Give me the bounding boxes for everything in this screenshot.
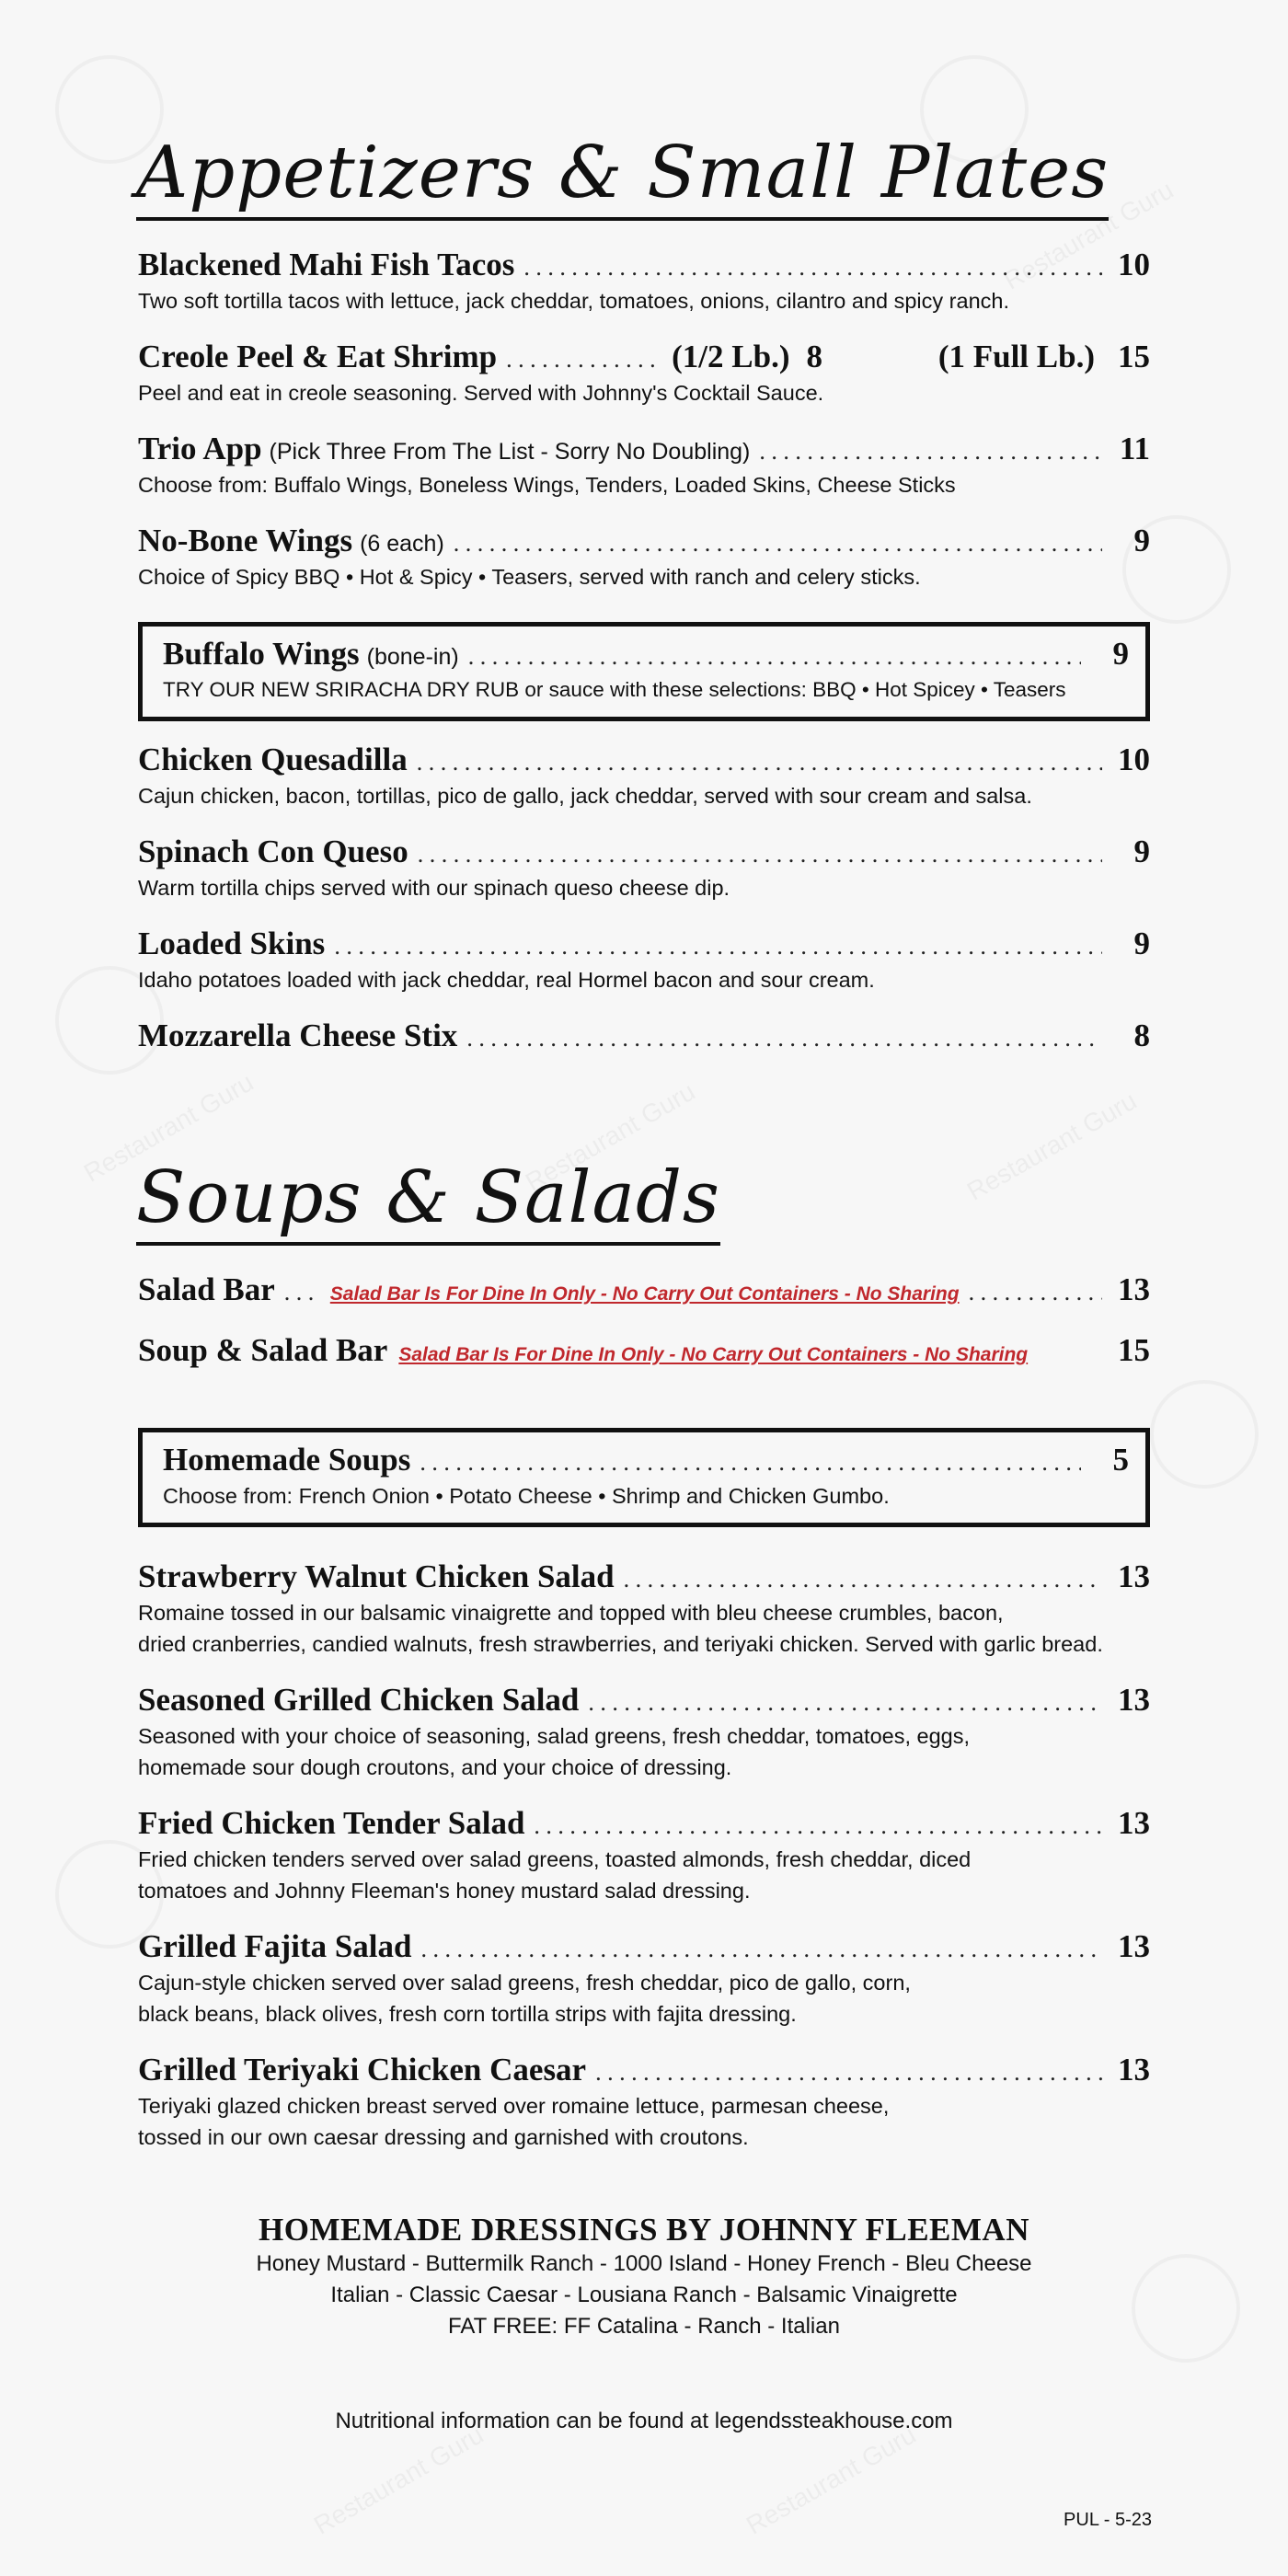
- dressings-section: [0, 2212, 1288, 2342]
- leader-dots: [418, 841, 1102, 868]
- item-price: 13: [1118, 1682, 1150, 1718]
- item-note: (Pick Three From The List - Sorry No Doubling): [269, 439, 751, 465]
- menu-item: [138, 834, 1150, 903]
- leader-dots: [454, 530, 1102, 558]
- item-description: Choose from: French Onion • Potato Cheese • Shrimp and Chicken Gumbo.: [163, 1484, 890, 1508]
- item-note: (bone-in): [366, 644, 459, 670]
- half-pound-price: 8: [806, 339, 822, 374]
- item-description: tomatoes and Johnny Fleeman's honey mustard salad dressing.: [138, 1879, 751, 1903]
- salad-bar-notice: Salad Bar Is For Dine In Only - No Carry Out Containers - No Sharing: [329, 1283, 960, 1305]
- leader-dots: [506, 346, 662, 374]
- menu-item: [138, 523, 1150, 592]
- item-name: Trio App: [138, 431, 262, 466]
- item-name: Salad Bar: [138, 1271, 275, 1307]
- item-price: 9: [1133, 834, 1150, 869]
- leader-dots: [466, 1025, 1102, 1052]
- item-price: 11: [1119, 431, 1150, 466]
- menu-item: [138, 1682, 1150, 1783]
- item-description: Romaine tossed in our balsamic vinaigrette and topped with bleu cheese crumbles, bacon,: [138, 1601, 1004, 1625]
- leader-dots: [969, 1279, 1102, 1306]
- item-price: 13: [1118, 1558, 1150, 1594]
- homemade-soups-box: [138, 1428, 1150, 1527]
- full-pound-label: (1 Full Lb.): [937, 339, 1095, 374]
- item-name: Loaded Skins: [138, 926, 326, 961]
- menu-item: [138, 247, 1150, 316]
- item-description: black beans, black olives, fresh corn tortilla strips with fajita dressing.: [138, 2002, 797, 2026]
- item-name: Chicken Quesadilla: [138, 742, 408, 777]
- item-price: 8: [1133, 1018, 1150, 1053]
- item-name: Grilled Fajita Salad: [138, 1928, 412, 1964]
- item-name: Spinach Con Queso: [138, 834, 408, 869]
- item-price: 15: [1118, 1332, 1150, 1368]
- menu-item: [138, 1558, 1150, 1660]
- watermark-text: [309, 2420, 489, 2540]
- leader-dots: [284, 1279, 321, 1306]
- item-name: Blackened Mahi Fish Tacos: [138, 247, 515, 282]
- item-name: Grilled Teriyaki Chicken Caesar: [138, 2052, 587, 2087]
- item-name: Mozzarella Cheese Stix: [138, 1018, 458, 1053]
- dressings-line: FAT FREE: FF Catalina - Ranch - Italian: [448, 2314, 840, 2339]
- leader-dots: [595, 2059, 1102, 2087]
- leader-dots: [534, 1812, 1102, 1840]
- item-description: Choose from: Buffalo Wings, Boneless Wings, Tenders, Loaded Skins, Cheese Sticks: [138, 473, 956, 497]
- item-description: Cajun chicken, bacon, tortillas, pico de gallo, jack cheddar, served with sour cream and salsa.: [138, 784, 1032, 808]
- item-description: tossed in our own caesar dressing and garnished with croutons.: [138, 2125, 749, 2149]
- item-name: No-Bone Wings: [138, 523, 353, 558]
- item-description: Idaho potatoes loaded with jack cheddar, real Hormel bacon and sour cream.: [138, 968, 875, 992]
- leader-dots: [417, 749, 1102, 776]
- leader-dots: [421, 1936, 1103, 1963]
- menu-item: [138, 339, 1150, 408]
- item-description: Warm tortilla chips served with our spinach queso cheese dip.: [138, 876, 730, 900]
- leader-dots: [468, 643, 1081, 671]
- item-price: 9: [1112, 636, 1129, 672]
- item-name: Creole Peel & Eat Shrimp: [138, 339, 498, 374]
- item-price: 9: [1133, 523, 1150, 558]
- item-description: Teriyaki glazed chicken breast served over romaine lettuce, parmesan cheese,: [138, 2094, 890, 2118]
- leader-dots: [420, 1449, 1081, 1477]
- leader-dots: [588, 1689, 1102, 1717]
- menu-item: [138, 1928, 1150, 2030]
- item-price: 9: [1133, 926, 1150, 961]
- item-price: 13: [1118, 1805, 1150, 1841]
- menu-item: [138, 742, 1150, 811]
- soups-salads-title: Soups & Salads: [136, 1161, 720, 1246]
- menu-item: [138, 1805, 1150, 1906]
- dressings-title: HOMEMADE DRESSINGS BY JOHNNY FLEEMAN: [259, 2212, 1029, 2248]
- leader-dots: [624, 1566, 1102, 1593]
- item-price: 13: [1118, 2052, 1150, 2087]
- item-name: Soup & Salad Bar: [138, 1332, 388, 1368]
- nutrition-info: Nutritional information can be found at legendssteakhouse.com: [335, 2409, 953, 2433]
- item-name: Homemade Soups: [163, 1442, 411, 1478]
- item-description: Two soft tortilla tacos with lettuce, jack cheddar, tomatoes, onions, cilantro and spicy ranch.: [138, 289, 1009, 313]
- menu-item: [138, 1332, 1150, 1369]
- salad-bar-notice: Salad Bar Is For Dine In Only - No Carry Out Containers - No Sharing: [398, 1344, 1029, 1365]
- leader-dots: [334, 933, 1102, 960]
- buffalo-wings-box: [138, 622, 1150, 721]
- half-pound-label: (1/2 Lb.): [672, 339, 790, 374]
- item-name: Fried Chicken Tender Salad: [138, 1805, 525, 1841]
- item-name: Buffalo Wings: [163, 636, 360, 672]
- menu-item: [138, 1018, 1150, 1054]
- menu-item: [138, 2052, 1150, 2153]
- menu-item: [138, 431, 1150, 500]
- dressings-line: Honey Mustard - Buttermilk Ranch - 1000 Island - Honey French - Bleu Cheese: [256, 2251, 1032, 2276]
- item-price: 13: [1118, 1271, 1150, 1307]
- menu-code: PUL - 5-23: [1064, 2510, 1152, 2530]
- watermark-text: [742, 2420, 921, 2540]
- appetizers-title: Appetizers & Small Plates: [136, 136, 1109, 221]
- leader-dots: [759, 438, 1102, 466]
- item-description: dried cranberries, candied walnuts, fresh strawberries, and teriyaki chicken. Served with garlic bread.: [138, 1632, 1103, 1656]
- leader-dots: [523, 254, 1102, 282]
- dressings-line: Italian - Classic Caesar - Lousiana Ranch - Balsamic Vinaigrette: [330, 2283, 958, 2307]
- item-description: homemade sour dough croutons, and your choice of dressing.: [138, 1755, 732, 1779]
- item-description: Seasoned with your choice of seasoning, salad greens, fresh cheddar, tomatoes, eggs,: [138, 1724, 971, 1748]
- watermark-text: [962, 1086, 1142, 1206]
- item-name: Seasoned Grilled Chicken Salad: [138, 1682, 580, 1718]
- item-description: Cajun-style chicken served over salad greens, fresh cheddar, pico de gallo, corn,: [138, 1971, 911, 1995]
- item-price: 5: [1112, 1442, 1129, 1478]
- item-description: TRY OUR NEW SRIRACHA DRY RUB or sauce with these selections: BBQ • Hot Spicey • Teasers: [163, 678, 1066, 701]
- menu-item: [138, 926, 1150, 995]
- item-note: (6 each): [360, 531, 444, 557]
- watermark-logo: [1150, 1380, 1259, 1489]
- item-price: 10: [1118, 742, 1150, 777]
- item-description: Choice of Spicy BBQ • Hot & Spicy • Teasers, served with ranch and celery sticks.: [138, 565, 921, 589]
- item-description: Fried chicken tenders served over salad greens, toasted almonds, fresh cheddar, diced: [138, 1847, 972, 1871]
- item-description: Peel and eat in creole seasoning. Served with Johnny's Cocktail Sauce.: [138, 381, 824, 405]
- menu-item: [138, 1271, 1150, 1308]
- item-price: 15: [1118, 339, 1150, 374]
- item-price: 13: [1118, 1928, 1150, 1964]
- item-price: 10: [1118, 247, 1150, 282]
- item-name: Strawberry Walnut Chicken Salad: [138, 1558, 615, 1594]
